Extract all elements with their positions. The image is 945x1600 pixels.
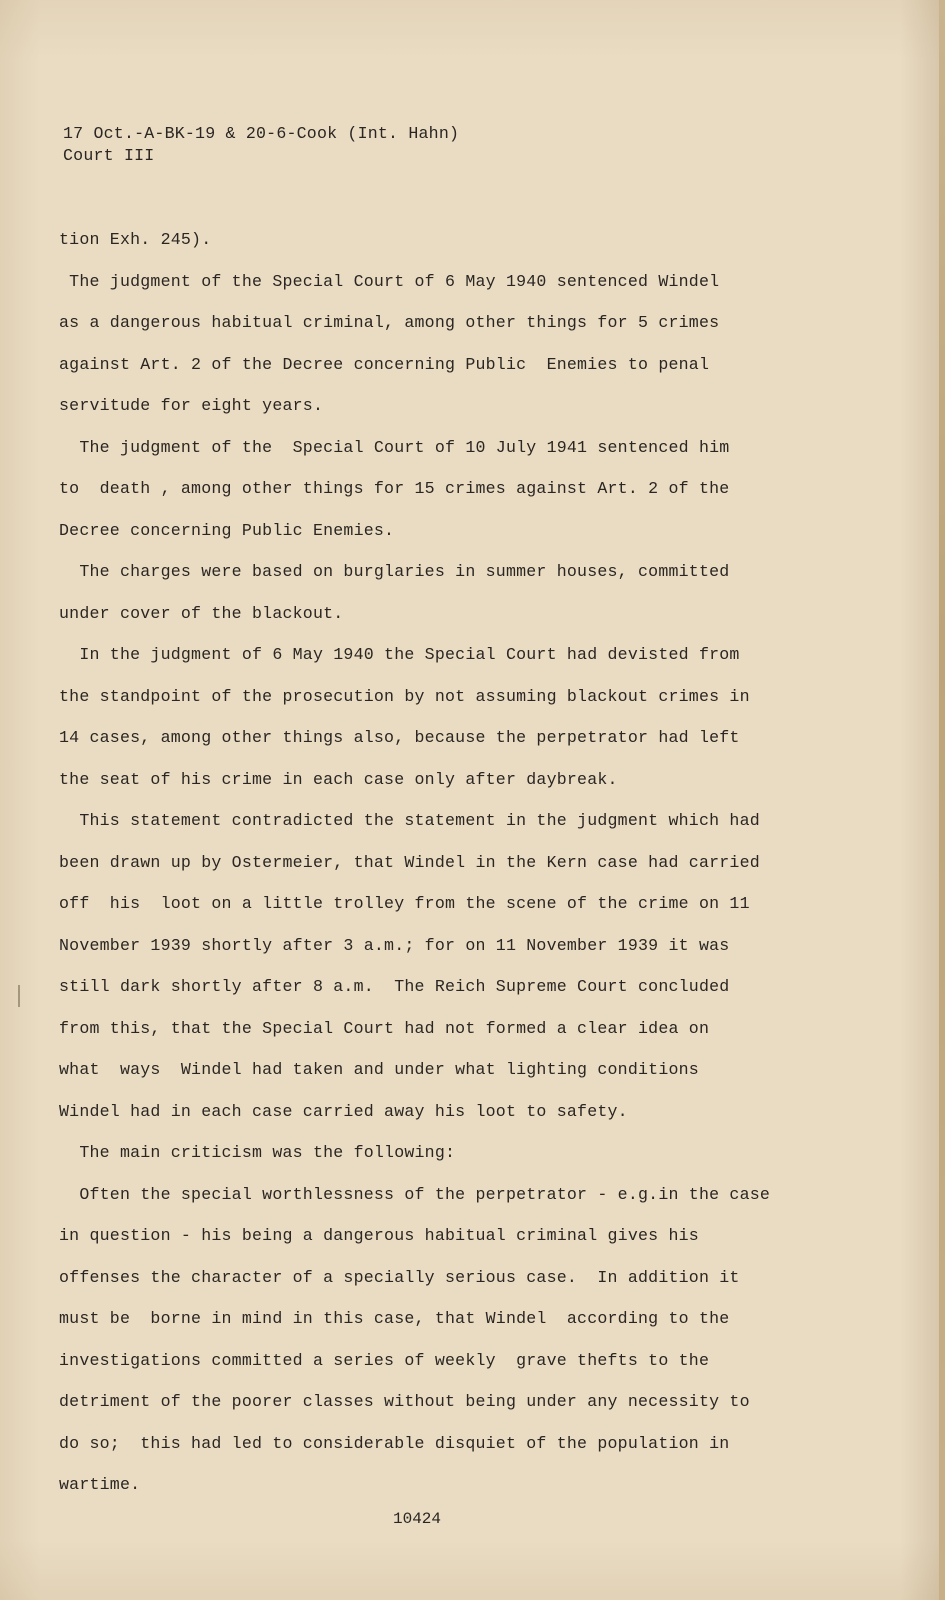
text-line: from this, that the Special Court had not formed a clear idea on <box>59 1018 710 1038</box>
header-court: Court III <box>63 146 155 165</box>
text-line: in question - his being a dangerous habitual criminal gives his <box>59 1226 699 1245</box>
header-reference: 17 Oct.-A-BK-19 & 20-6-Cook (Int. Hahn) <box>63 124 460 143</box>
page-edge <box>939 0 945 1600</box>
text-line: detriment of the poorer classes without being under any necessity to <box>59 1392 750 1411</box>
text-line: do so; this had led to considerable disquiet of the population in <box>59 1433 730 1453</box>
text-line: This statement contradicted the statement in the judgment which had <box>59 811 760 830</box>
text-line: been drawn up by Ostermeier, that Windel in the Kern case had carried <box>59 852 760 872</box>
page-number: 10424 <box>393 1510 442 1528</box>
text-line: the seat of his crime in each case only after daybreak. <box>59 769 618 789</box>
text-line: 14 cases, among other things also, because the perpetrator had left <box>59 728 740 747</box>
text-line: The judgment of the Special Court of 10 July 1941 sentenced him <box>59 437 730 457</box>
text-line: the standpoint of the prosecution by not assuming blackout crimes in <box>59 686 750 706</box>
text-line: Windel had in each case carried away his loot to safety. <box>59 1101 628 1121</box>
text-line: Often the special worthlessness of the perpetrator - e.g.in the case <box>59 1184 771 1204</box>
text-line: to death , among other things for 15 crimes against Art. 2 of the <box>59 479 730 498</box>
text-line: against Art. 2 of the Decree concerning Public Enemies to penal <box>59 354 710 374</box>
text-line: In the judgment of 6 May 1940 the Special Court had devisted from <box>59 645 740 664</box>
text-line: The judgment of the Special Court of 6 May 1940 sentenced Windel <box>59 271 720 291</box>
text-line: The charges were based on burglaries in summer houses, committed <box>59 562 730 581</box>
text-line: investigations committed a series of weekly grave thefts to the <box>59 1350 710 1370</box>
text-line: must be borne in mind in this case, that Windel according to the <box>59 1309 730 1328</box>
text-line: offenses the character of a specially serious case. In addition it <box>59 1267 740 1287</box>
text-line: Decree concerning Public Enemies. <box>59 520 395 540</box>
text-line: off his loot on a little trolley from the scene of the crime on 11 <box>59 894 750 913</box>
text-line: The main criticism was the following: <box>59 1143 456 1162</box>
text-line: still dark shortly after 8 a.m. The Reich Supreme Court concluded <box>59 977 730 996</box>
text-line: servitude for eight years. <box>59 396 324 415</box>
text-line: under cover of the blackout. <box>59 603 344 623</box>
text-line: wartime. <box>59 1475 141 1494</box>
text-line: what ways Windel had taken and under what lighting conditions <box>59 1060 699 1079</box>
text-line: tion Exh. 245). <box>59 230 212 249</box>
text-line: November 1939 shortly after 3 a.m.; for on 11 November 1939 it was <box>59 935 730 955</box>
body-text <box>59 228 859 1515</box>
text-line: as a dangerous habitual criminal, among other things for 5 crimes <box>59 313 720 332</box>
margin-mark <box>18 985 20 1007</box>
